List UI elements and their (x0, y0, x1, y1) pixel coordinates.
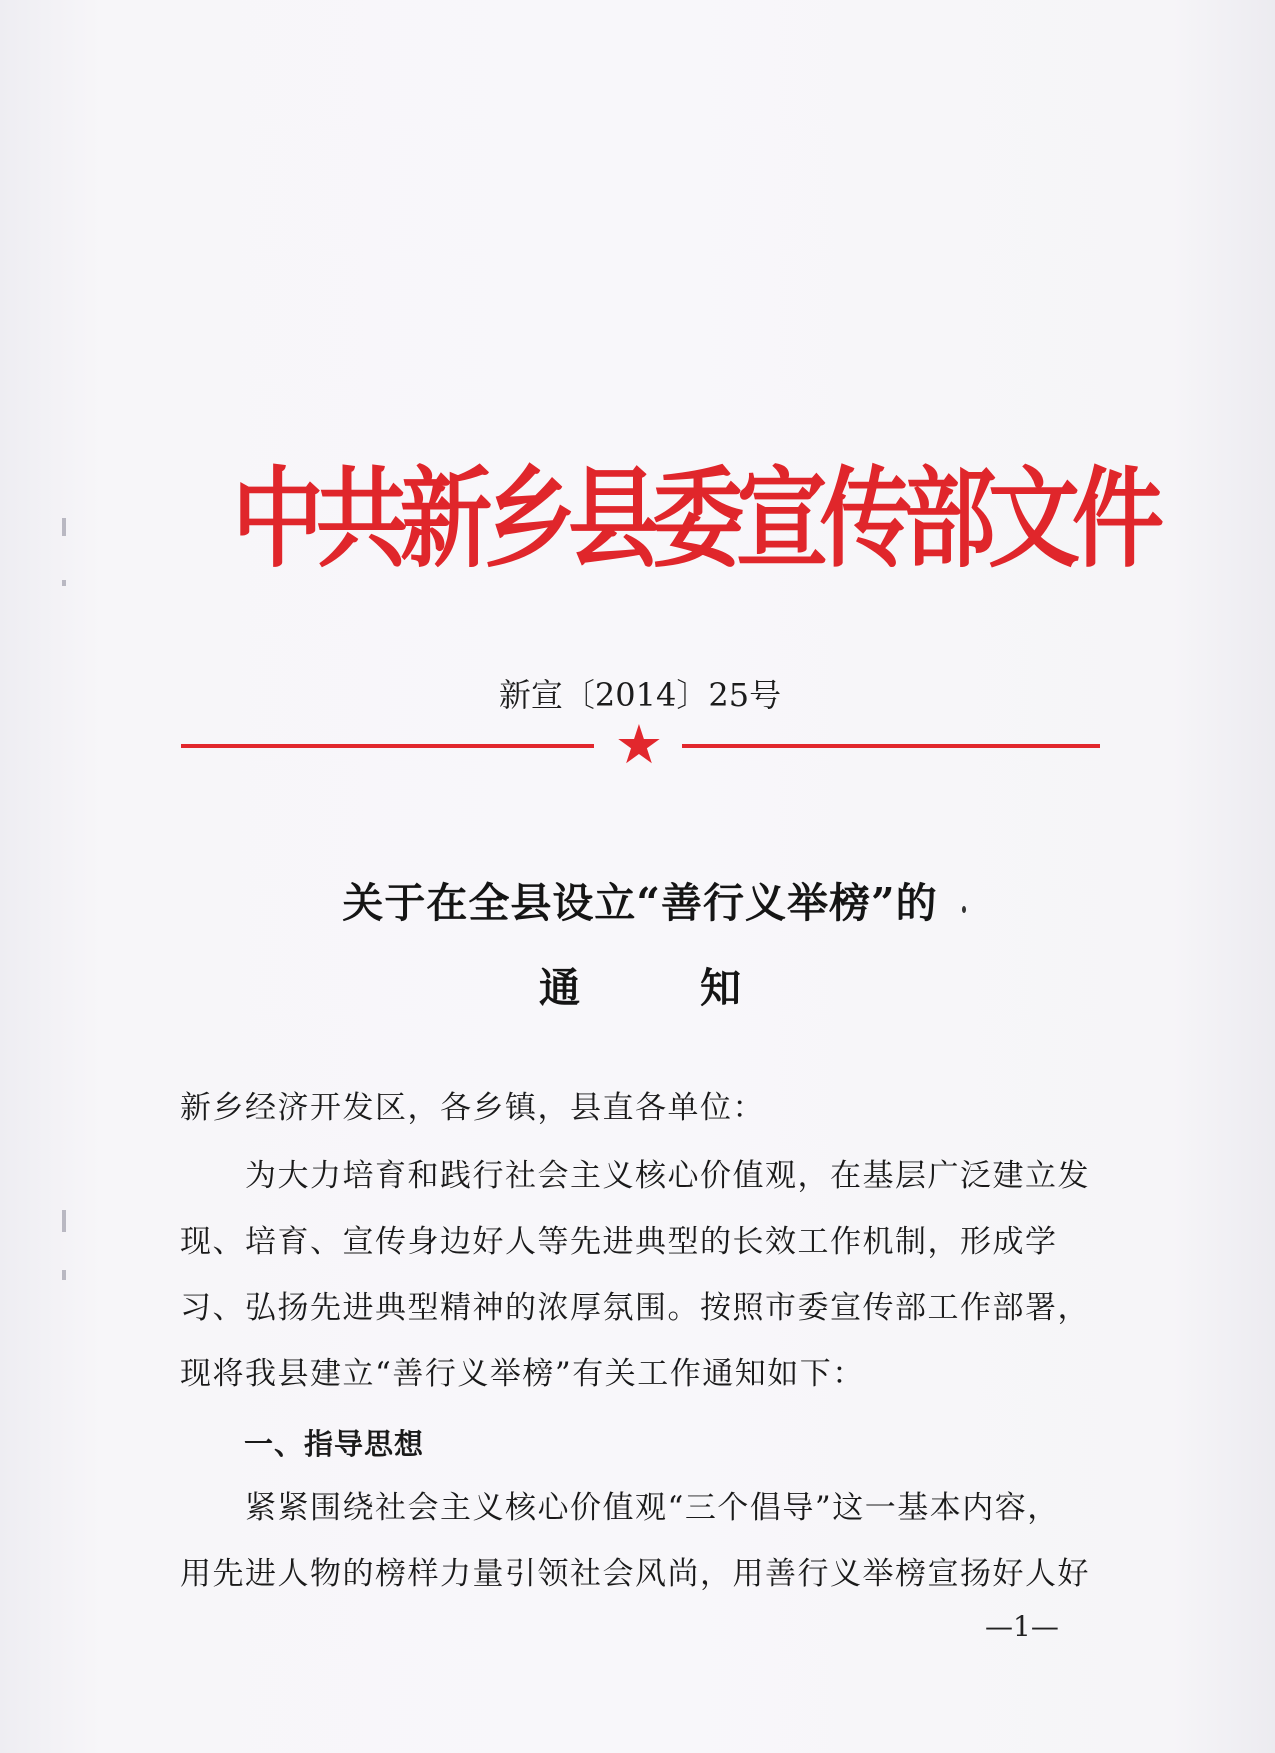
paragraph-line: 用先进人物的榜样力量引领社会风尚，用善行义举榜宣扬好人好 (180, 1556, 1090, 1592)
addressee-line: 新乡经济开发区，各乡镇，县直各单位： (180, 1090, 765, 1126)
binding-mark (62, 580, 66, 586)
red-divider-left (181, 744, 594, 748)
issuer-header-title: 中共新乡县委宣传部文件 (232, 456, 1157, 583)
paragraph-line: 现将我县建立“善行义举榜”有关工作通知如下： (180, 1356, 865, 1392)
notice-subtitle: 通知 (539, 964, 861, 1012)
paragraph-line: 紧紧围绕社会主义核心价值观“三个倡导”这一基本内容， (180, 1490, 1060, 1526)
red-divider-right (682, 744, 1100, 748)
paragraph-line: 习、弘扬先进典型精神的浓厚氛围。按照市委宣传部工作部署， (180, 1290, 1090, 1326)
binding-mark (62, 1270, 66, 1280)
section-heading: 一、指导思想 (244, 1427, 425, 1461)
paragraph-line: 为大力培育和践行社会主义核心价值观，在基层广泛建立发 (180, 1158, 1090, 1194)
document-number: 新宣〔2014〕25号 (498, 676, 782, 714)
notice-title: 关于在全县设立“善行义举榜”的 (342, 879, 938, 927)
paragraph-line: 现、培育、宣传身边好人等先进典型的长效工作机制，形成学 (180, 1224, 1058, 1260)
scan-speck (962, 906, 966, 913)
page-number: —1— (985, 1610, 1059, 1643)
binding-mark (62, 1210, 66, 1232)
binding-mark (62, 518, 66, 536)
star-icon: ★ (614, 713, 664, 776)
